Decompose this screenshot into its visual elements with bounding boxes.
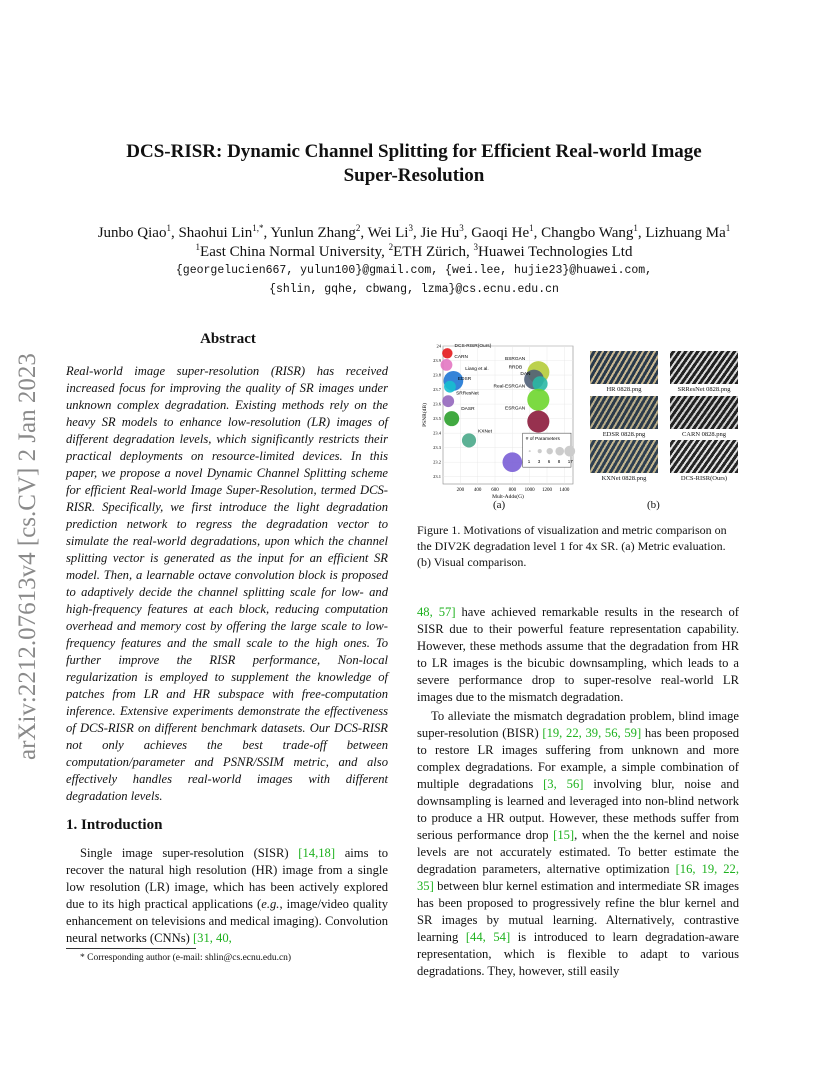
legend-marker [538,449,542,453]
author-name: Lizhuang Ma [645,225,726,241]
citation-link[interactable]: [19, 22, 39, 56, 59] [542,726,642,740]
author-affiliation-sup: 3 [459,223,464,233]
y-tick-label: 23.4 [433,430,441,436]
data-point [441,359,453,371]
author-affiliation-sup: 1 [725,223,731,233]
point-label: ESRGAN [505,406,526,412]
author-name: Changbo Wang [541,225,634,241]
legend-marker [547,448,553,454]
x-tick-label: 600 [491,488,499,493]
intro-paragraph [66,845,388,947]
author-name: Yunlun Zhang [270,225,356,241]
y-tick-label: 23.9 [433,358,441,364]
x-tick-label: 1200 [542,488,552,493]
thumbnail-caption: EDSR 0828.png [602,431,646,438]
legend-label: 17 [567,459,573,465]
point-label: EDSR [457,376,472,382]
comparison-thumbnail [670,396,738,429]
abstract-text: Real-world image super-resolution (RISR) has received increased focus for improving the quality of SR images under unknown complex degradation. Existing methods rely on the heavy SR models to enhance low-resolution (LR) images of different degradation levels, which significantly restricts their practical deployments on resource-limited devices. In this paper, we propose a novel Dynamic Channel Splitting scheme for efficient Real-world Image Super-Resolution, termed DCS-RISR. Specifically, we first introduce the light degradation prediction network to regress the degradation vector to simulate the real-world degradations, upon which the channel splitting vector is generated as the input for an efficient SR model. Then, a learnable octave convolution block is proposed to adaptively decide the channel splitting scale for low- and high-frequency features at each block, reducing computation overhead and memory cost by offering the large scale to low-frequency features and the small scale to the high ones. To further improve the RISR performance, Non-local regularization is employed to supplement the knowledge of patches from LR and HR subspace with free-computation inference. Extensive experiments demonstrate the effectiveness of DCS-RISR on different benchmark datasets. Our DCS-RISR not only achieves the best trade-off between computation/parameter and PSNR/SSIM metric, and also effectively handles real-world images with different degradation levels. [66,364,388,803]
x-tick-label: 1000 [524,488,535,493]
comparison-thumbnail [590,396,658,429]
affiliation-sup: 1 [195,242,201,252]
data-point [502,452,522,472]
footnote-rule [66,948,196,949]
author-affiliation-sup: 2 [355,223,361,233]
data-point [444,411,459,426]
author-list: Junbo Qiao$^1$, Shaohui Lin$^{1,*}$, Yunlun Zhang$^2$, Wei Li$^3$, Jie Hu$^3$, Gaoqi He$^1$, Changbo Wang$^1$, Lizhuang Ma$^1$ [97,223,731,241]
legend-label: 8 [557,459,561,465]
y-tick-label: 23.2 [433,459,441,465]
text-span: between blur kernel estimation and intermediate SR images has been proposed to progressively refine the blur kernel and SR images by mutual learning. Alternatively, contrastive learning [417,879,739,944]
thumbnail-caption: HR 0828.png [606,386,642,393]
affiliation-sup: 2 [388,242,394,252]
citation-link[interactable]: [15] [553,828,575,842]
point-label: SRResNet [456,391,479,397]
citation-link[interactable]: [14,18] [298,846,336,860]
point-label: DASR [461,407,475,413]
point-label: DCS-RISR(Ours) [454,344,492,350]
thumbnail-caption: DCS-RISR(Ours) [680,475,728,482]
author-name: Wei Li [367,225,409,241]
citation-link[interactable]: 48, 57] [417,605,456,619]
text-span: is introduced to learn degradation-aware representation, which is flexible to adapt to various degradations. They, however, still easily [417,930,739,978]
affiliations: $^1$East China Normal University, $^2$ETH Zürich, $^3$Huawei Technologies Ltd [195,242,633,260]
x-axis-label: Mult-Adds(G) [492,494,524,500]
data-point [442,348,452,358]
text-span: To alleviate the mismatch degradation problem, blind image super-resolution (BISR) [417,709,739,740]
legend-label: 1 [527,459,531,465]
legend-marker [529,450,531,452]
intro-heading: 1. Introduction [66,817,163,833]
point-label: DAN [520,372,531,378]
x-tick-label: 200 [456,488,465,493]
right-paragraph-1 [417,604,739,706]
author-name: Shaohui Lin [178,225,253,241]
comparison-thumbnail [590,351,658,384]
affiliation-name: ETH Zürich [393,244,466,260]
right-paragraph-2 [417,708,739,980]
legend-marker [555,447,564,456]
author-affiliation-sup: 1 [633,223,638,233]
x-tick-label: 800 [508,488,517,493]
right-p1-text: have achieved remarkable results in the research of SISR due to their powerful feature representation capability. However, these methods assume that the degradation from HR to LR images is the bicubic downsampling, which leads to a severe performance drop to super-resolve real-world LR images due to the mismatch degradation. [417,605,739,704]
comparison-thumbnail [670,351,738,384]
affiliation-name: East China Normal University [200,244,382,260]
point-label: BSRGAN [505,357,526,363]
intro-text-a: Single image super-resolution (SISR) [80,846,299,860]
citation-link[interactable]: [44, 54] [465,930,511,944]
affiliation-name: Huawei Technologies Ltd [478,244,633,260]
title-line-2: Super-Resolution [343,165,485,186]
y-tick-label: 23.6 [433,401,441,407]
x-tick-label: 1400 [559,488,570,493]
email-line-1: {georgelucien667, yulun100}@gmail.com, {wei.lee, hujie23}@huawei.com, [175,264,653,277]
thumbnail-caption: KXNet 0828.png [601,475,647,482]
data-point [527,410,549,432]
thumbnail-caption: SRResNet 0828.png [677,386,731,393]
y-axis-label: PSNR(dB) [422,403,428,427]
y-tick-label: 23.1 [433,474,441,480]
author-affiliation-sup: 1 [166,223,171,233]
legend-label: 6 [547,459,551,465]
data-point [462,433,476,447]
email-line-2: {shlin, gqhe, cbwang, lzma}@cs.ecnu.edu.cn [269,283,559,296]
author-affiliation-sup: 1 [529,223,534,233]
comparison-thumbnail [590,440,658,473]
legend-title: # of Parameters [525,437,560,443]
author-affiliation-sup: 3 [408,223,413,233]
intro-eg: e.g. [261,897,280,911]
intro-text-c: , image/video quality enhancement on televisions and medical imaging). Convolution neural networks (CNNs) [66,897,389,945]
y-tick-label: 23.7 [433,387,441,393]
author-name: Junbo Qiao [97,225,167,241]
citation-link[interactable]: [3, 56] [543,777,584,791]
text-span: , when the the kernel and noise levels are not accurately estimated. To better estimate the degradation parameters, alternative optimization [417,828,739,876]
x-tick-label: 400 [473,488,482,493]
point-label: Real-ESRGAN [493,384,526,390]
arxiv-stamp: arXiv:2212.07613v4 [cs.CV] 2 Jan 2023 [14,353,41,760]
data-point [527,389,549,411]
figure-label-b: (b) [647,499,660,511]
legend-label: 3 [537,459,541,465]
figure-caption: Figure 1. Motivations of visualization and metric comparison on the DIV2K degradation level 1 for 4x SR. (a) Metric evaluation. (b) Visual comparison. [417,523,727,569]
point-label: CARN [454,354,468,360]
author-name: Jie Hu [420,225,460,241]
intro-text-b: aims to recover the natural high resolution (HR) image from a single low resolution (LR) image, which has been actively explored due to its high practical applications ( [66,846,388,911]
metric-chart [418,340,580,510]
figure-label-a: (a) [493,499,506,511]
y-tick-label: 23.8 [433,372,441,378]
abstract-heading: Abstract [200,331,256,347]
footnote: * Corresponding author (e-mail: shlin@cs.ecnu.edu.cn) [80,953,292,963]
author-name: Gaoqi He [471,225,530,241]
y-tick-label: 24 [436,343,441,349]
visual-comparison [580,348,750,488]
data-point [442,395,454,407]
comparison-thumbnail [670,440,738,473]
author-affiliation-sup: 1,* [252,223,264,233]
point-label: KXNet [478,429,492,435]
title-line-1: DCS-RISR: Dynamic Channel Splitting for Efficient Real-world Image [126,141,702,162]
y-tick-label: 23.5 [433,416,441,422]
y-tick-label: 23.3 [433,445,441,451]
point-label: Liang et al. [465,367,489,373]
affiliation-sup: 3 [473,242,478,252]
point-label: RRDB [508,365,523,371]
paper-title [60,140,768,188]
data-point [444,381,456,393]
emails [40,261,788,299]
citation-link[interactable]: [16, 19, 22, 35] [417,862,739,893]
text-span: has been proposed to restore LR images suffering from unknown and more complex degradations. For example, a simple combination of multiple degradations [417,726,739,791]
citation-link[interactable]: [31, 40, [192,931,232,945]
legend-marker [564,446,575,457]
text-span: involving blur, noise and downsampling is learned and leveraged into non-blind network to produce a HR output. However, these methods suffer from serious performance drop [417,777,739,842]
thumbnail-caption: CARN 0828.png [681,431,727,438]
